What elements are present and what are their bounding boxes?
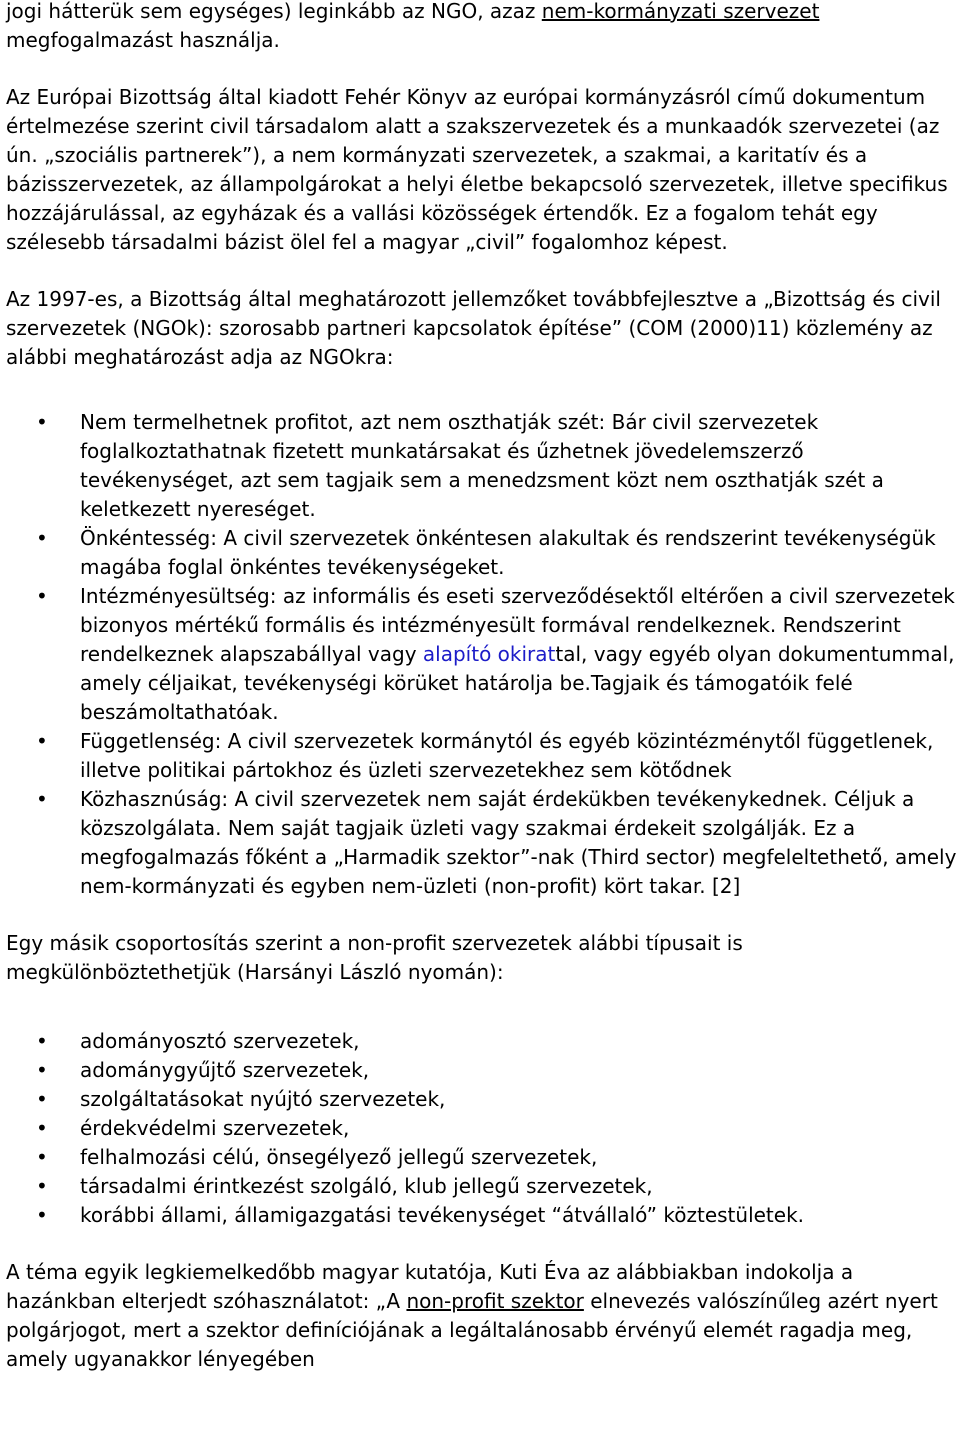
bullet-icon: • xyxy=(36,526,48,550)
list-item xyxy=(6,1056,958,1085)
definition-text: Nem termelhetnek profitot, azt nem oszthatják szét: Bár civil szervezetek foglalkoztathatnak fizetett munkatársakat és űzhetnek jövedelemszerző tevékenységet, azt sem tagjaik sem a menedzsment közt nem oszthatják szét a keletkezett nyereséget. xyxy=(80,410,884,521)
bullet-icon: • xyxy=(36,1087,48,1111)
bullet-icon: • xyxy=(36,1203,48,1227)
grouping-paragraph: Egy másik csoportosítás szerint a non-profit szervezetek alábbi típusait is megkülönböztethetjük (Harsányi László nyomán): xyxy=(6,931,743,984)
bullet-icon: • xyxy=(36,410,48,434)
intro-text-end: megfogalmazást használja. xyxy=(6,28,280,52)
commission-1997-paragraph: Az 1997-es, a Bizottság által meghatározott jellemzőket továbbfejlesztve a „Bizottság és civil szervezetek (NGOk): szorosabb partneri kapcsolatok építése” (COM (2000)11) közlemény az alábbi meghatározást adja az NGOkra: xyxy=(6,287,941,369)
list-item xyxy=(6,1201,958,1230)
kuti-paragraph xyxy=(6,1258,958,1374)
definition-text-end: tal, vagy egyéb olyan dokumentummal, amely céljaikat, tevékenységi körüket határolja be.Tagjaik és támogatóik felé beszámoltathatóak. xyxy=(80,642,955,724)
list-item xyxy=(6,524,958,582)
list-item xyxy=(6,408,958,524)
type-text: adománygyűjtő szervezetek, xyxy=(80,1058,370,1082)
list-item xyxy=(6,1114,958,1143)
kuti-text-end: elnevezés valószínűleg azért nyert polgárjogot, mert a szektor definíciójának a legáltalánosabb érvényű elemét ragadja meg, amely ugyanakkor lényegében xyxy=(6,1289,938,1371)
type-text: felhalmozási célú, önsegélyező jellegű szervezetek, xyxy=(80,1145,598,1169)
bullet-icon: • xyxy=(36,729,48,753)
definition-text: Intézményesültség: az informális és eseti szerveződésektől eltérően a civil szervezetek bizonyos mértékű formális és intézményesült formával rendelkeznek. Rendszerint rendelkeznek alapszabállyal vagy xyxy=(80,584,955,666)
type-text: érdekvédelmi szervezetek, xyxy=(80,1116,350,1140)
bullet-icon: • xyxy=(36,1029,48,1053)
founding-document-link[interactable]: alapító okirat xyxy=(422,642,556,666)
bullet-icon: • xyxy=(36,1145,48,1169)
type-text: szolgáltatásokat nyújtó szervezetek, xyxy=(80,1087,446,1111)
list-item xyxy=(6,1172,958,1201)
nonprofit-types-list xyxy=(6,1027,958,1230)
type-text: társadalmi érintkezést szolgáló, klub jellegű szervezetek, xyxy=(80,1174,653,1198)
type-text: korábbi állami, államigazgatási tevékenységet “átvállaló” köztestületek. xyxy=(80,1203,805,1227)
bullet-icon: • xyxy=(36,1058,48,1082)
definition-text: Közhasznúság: A civil szervezetek nem saját érdekükben tevékenykednek. Céljuk a közszolgálata. Nem saját tagjaik üzleti vagy szakmai érdekeit szolgálják. Ez a megfogalmazás főként a „Harmadik szektor”-nak (Third sector) megfeleltethető, amely nem-kormányzati és egyben nem-üzleti (non-profit) kört takar. [2] xyxy=(80,787,957,898)
ngo-definition-list xyxy=(6,408,958,901)
list-item xyxy=(6,1143,958,1172)
white-paper-paragraph: Az Európai Bizottság által kiadott Fehér Könyv az európai kormányzásról című dokumentum értelmezése szerint civil társadalom alatt a szakszervezetek és a munkaadók szervezetei (az ún. „szociális partnerek”), a nem kormányzati szervezetek, a szakmai, a karitatív és a bázisszervezetek, az állampolgárokat a helyi életbe bekapcsoló szervezetek, illetve specifikus hozzájárulással, az egyházak és a vallási közösségek értendők. Ez a fogalom tehát egy szélesebb társadalmi bázist ölel fel a magyar „civil” fogalomhoz képest. xyxy=(6,85,948,254)
list-item xyxy=(6,727,958,785)
list-item xyxy=(6,1027,958,1056)
list-item xyxy=(6,785,958,901)
bullet-icon: • xyxy=(36,1116,48,1140)
list-item xyxy=(6,582,958,727)
kuti-text: A téma egyik legkiemelkedőbb magyar kutatója, Kuti Éva az alábbiakban indokolja a hazánkban elterjedt szóhasználatot: „A xyxy=(6,1260,854,1313)
intro-paragraph xyxy=(6,0,958,55)
intro-text: jogi hátterük sem egységes) leginkább az NGO, azaz xyxy=(6,0,542,23)
document-page xyxy=(6,0,958,1402)
bullet-icon: • xyxy=(36,787,48,811)
definition-text: Önkéntesség: A civil szervezetek önkéntesen alakultak és rendszerint tevékenységük magába foglal önkéntes tevékenységeket. xyxy=(80,526,936,579)
type-text: adományosztó szervezetek, xyxy=(80,1029,360,1053)
ngo-term-underlined: nem-kormányzati szervezet xyxy=(541,0,820,23)
definition-text: Függetlenség: A civil szervezetek kormánytól és egyéb közintézménytől függetlenek, illetve politikai pártokhoz és üzleti szervezetekhez sem kötődnek xyxy=(80,729,934,782)
bullet-icon: • xyxy=(36,1174,48,1198)
list-item xyxy=(6,1085,958,1114)
bullet-icon: • xyxy=(36,584,48,608)
nonprofit-sector-term-underlined: non-profit szektor xyxy=(406,1289,584,1313)
